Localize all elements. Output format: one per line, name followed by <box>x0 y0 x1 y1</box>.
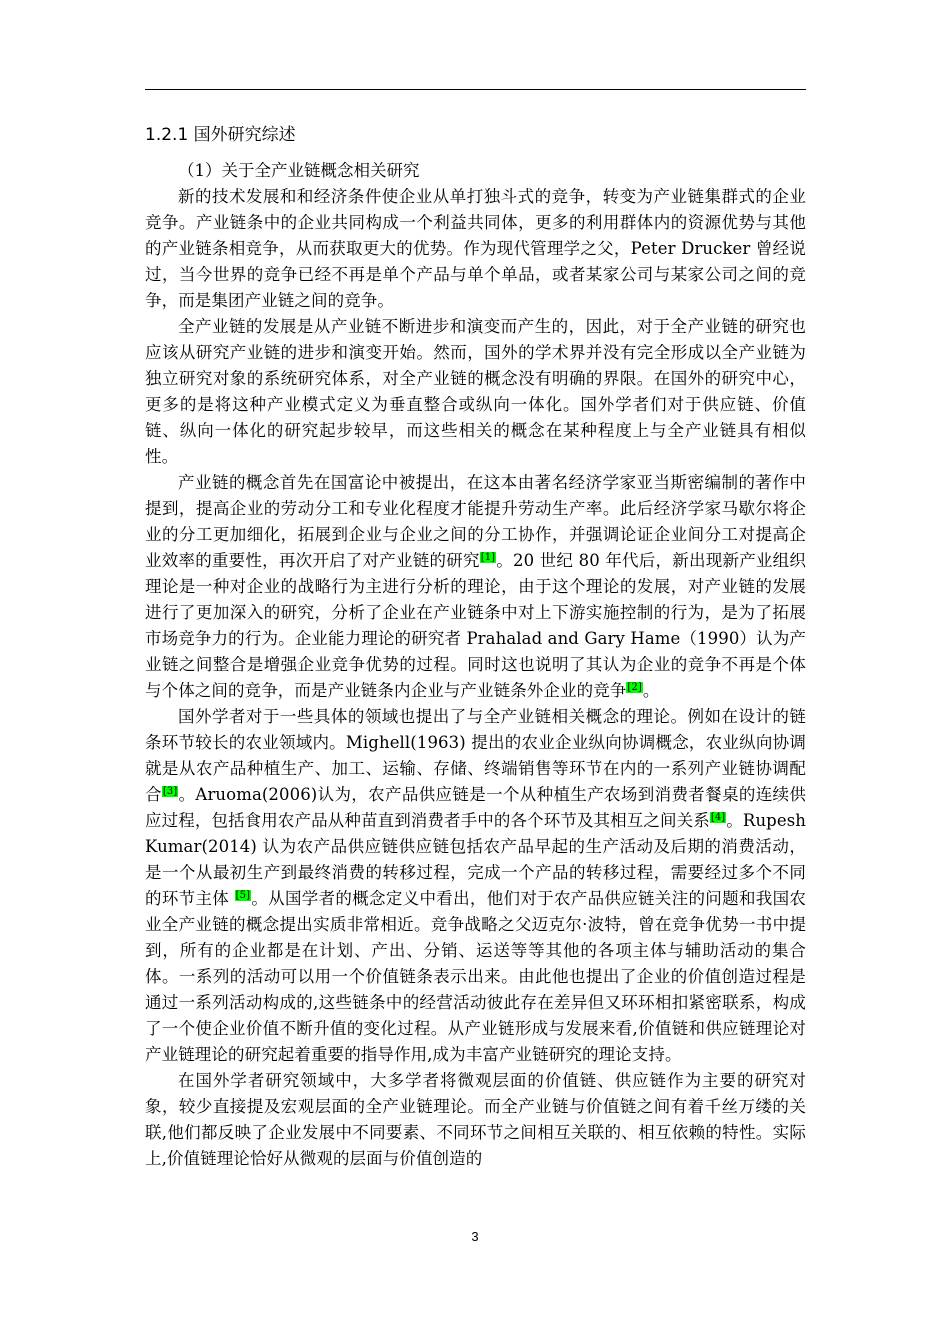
body-paragraph <box>145 470 806 704</box>
body-paragraph <box>145 314 806 470</box>
paragraph-text: 全产业链的发展是从产业链不断进步和演变而产生的，因此，对于全产业链的研究也应该从研究产业链的进步和演变开始。然而，国外的学术界并没有完全形成以全产业链为独立研究对象的系统研究体系，对全产业链的概念没有明确的界限。在国外的研究中心，更多的是将这种产业模式定义为垂直整合或纵向一体化。国外学者们对于供应链、价值链、纵向一体化的研究起步较早，而这些相关的概念在某种程度上与全产业链具有相似性。 <box>145 317 806 466</box>
citation-marker: [1] <box>480 551 496 563</box>
body-paragraph <box>145 1068 806 1172</box>
paragraph-text: 。 <box>642 681 660 700</box>
paragraph-text: 在国外学者研究领域中，大多学者将微观层面的价值链、供应链作为主要的研究对象，较少直接提及宏观层面的全产业链理论。而全产业链与价值链之间有着千丝万缕的关联,他们都反映了企业发展中不同要素、不同环节之间相互关联的、相互依赖的特性。实际上,价值链理论恰好从微观的层面与价值创造的 <box>145 1071 806 1168</box>
paragraph-text: 。Rupesh Kumar(2014) 认为农产品供应链供应链包括农产品早起的生产活动及后期的消费活动，是一个从最初生产到最终消费的转移过程，完成一个产品的转移过程，需要经过多个不同的环节主体 <box>145 811 806 908</box>
paragraph-text: 国外学者对于一些具体的领域也提出了与全产业链相关概念的理论。例如在设计的链条环节较长的农业领域内。Mighell(1963) 提出的农业企业纵向协调概念，农业纵向协调就是从农产品种植生产、加工、运输、存储、终端销售等环节在内的一系列产业链协调配合 <box>145 707 806 804</box>
page-content <box>145 122 806 1172</box>
subheading: （1）关于全产业链概念相关研究 <box>178 161 420 180</box>
page-number: 3 <box>471 1229 479 1244</box>
body-paragraph <box>145 704 806 1068</box>
paragraph-text: 产业链的概念首先在国富论中被提出，在这本由著名经济学家亚当斯密编制的著作中提到，提高企业的劳动分工和专业化程度才能提升劳动生产率。此后经济学家马歇尔将企业的分工更加细化，拓展到企业与企业之间的分工协作，并强调论证企业间分工对提高企业效率的重要性，再次开启了对产业链的研究 <box>145 473 806 570</box>
section-heading: 1.2.1 国外研究综述 <box>145 125 296 145</box>
body-paragraphs <box>145 184 806 1172</box>
paragraph-text: 。20 世纪 80 年代后，新出现新产业组织理论是一种对企业的战略行为主进行分析的理论，由于这个理论的发展，对产业链的发展进行了更加深入的研究，分析了企业在产业链条中对上下游实施控制的行为，是为了拓展市场竞争力的行为。企业能力理论的研究者 Prahalad and Gary Hame（1990）认为产业链之间整合是增强企业竞争优势的过程。同时这也说明了其认为企业的竞争不再是个体与个体之间的竞争，而是产业链条内企业与产业链条外企业的竞争 <box>145 551 806 700</box>
header-rule <box>145 89 806 90</box>
paragraph-text: 。从国学者的概念定义中看出，他们对于农产品供应链关注的问题和我国农业全产业链的概念提出实质非常相近。竞争战略之父迈克尔·波特，曾在竞争优势一书中提到，所有的企业都是在计划、产出、分销、运送等等其他的各项主体与辅助活动的集合体。一系列的活动可以用一个价值链条表示出来。由此他也提出了企业的价值创造过程是通过一系列活动构成的,这些链条中的经营活动彼此存在差异但又环环相扣紧密联系，构成了一个使企业价值不断升值的变化过程。从产业链形成与发展来看,价值链和供应链理论对产业链理论的研究起着重要的指导作用,成为丰富产业链研究的理论支持。 <box>145 889 806 1064</box>
body-paragraph <box>145 184 806 314</box>
citation-marker: [3] <box>162 785 178 797</box>
citation-marker: [2] <box>627 681 642 693</box>
paragraph-text: 。Aruoma(2006)认为，农产品供应链是一个从种植生产农场到消费者餐桌的连续供应过程，包括食用农产品从种苗直到消费者手中的各个环节及其相互之间关系 <box>145 785 806 830</box>
paragraph-text: 新的技术发展和和经济条件使企业从单打独斗式的竞争，转变为产业链集群式的企业竞争。产业链条中的企业共同构成一个利益共同体，更多的利用群体内的资源优势与其他的产业链条相竞争，从而获取更大的优势。作为现代管理学之父，Peter Drucker 曾经说过，当今世界的竞争已经不再是单个产品与单个单品，或者某家公司与某家公司之间的竞争，而是集团产业链之间的竞争。 <box>145 187 806 310</box>
citation-marker: [5] <box>235 889 251 901</box>
citation-marker: [4] <box>710 811 726 823</box>
